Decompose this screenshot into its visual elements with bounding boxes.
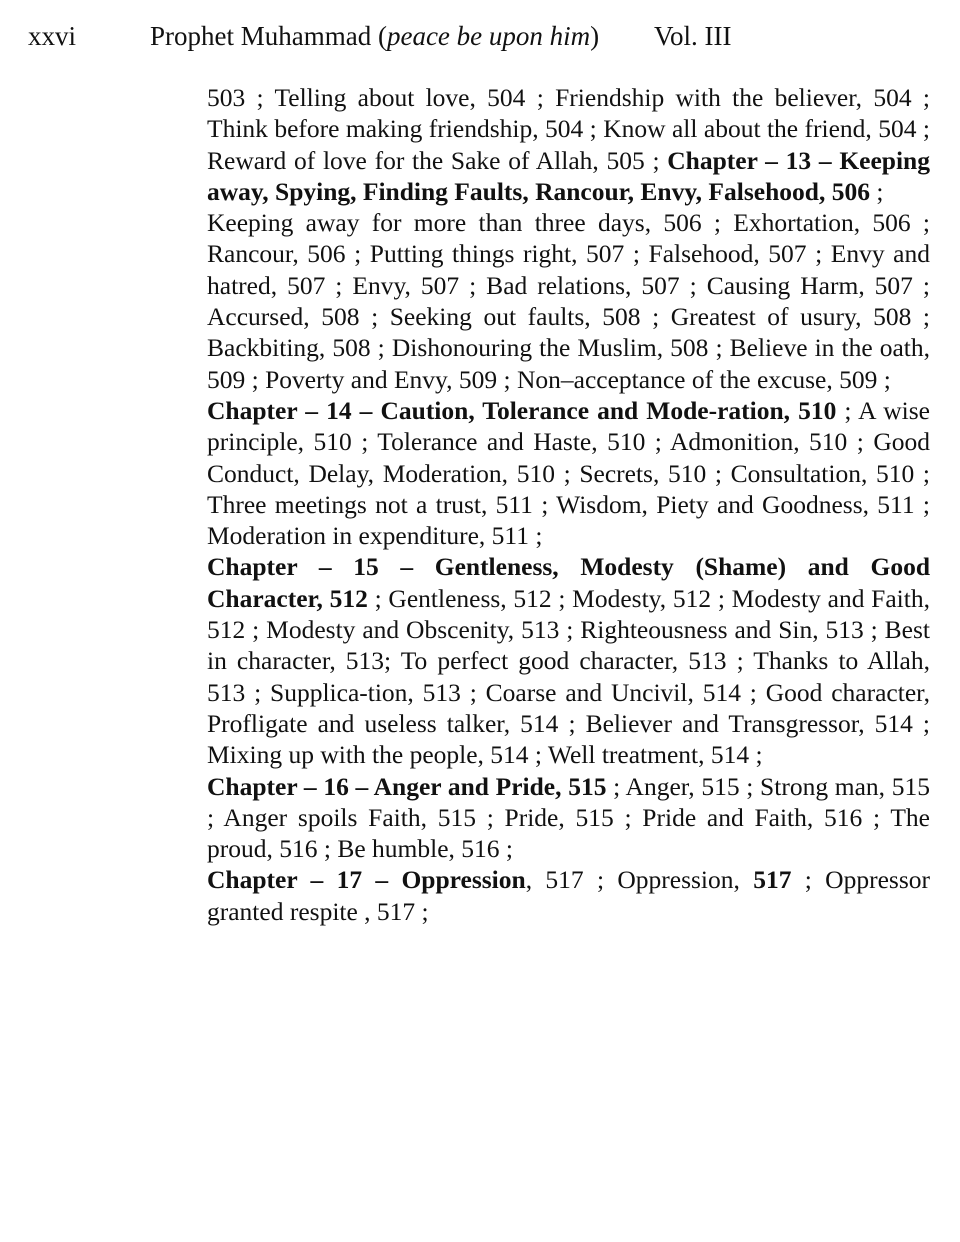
index-content bbox=[207, 82, 930, 927]
chapter-heading: Chapter – 13 – Keeping away, Spying, Finding Faults, Rancour, Envy, Falsehood, 506 bbox=[207, 145, 930, 206]
index-entry-text: ; bbox=[869, 176, 884, 206]
chapter-heading: 517 bbox=[753, 865, 792, 895]
index-paragraph bbox=[207, 395, 930, 551]
index-paragraph bbox=[207, 82, 930, 207]
index-entry-text: , 517 ; Oppression, bbox=[525, 865, 754, 895]
index-entry-text: ; A wise principle, 510 ; Tolerance and Haste, 510 ; Admonition, 510 ; Good Conduct, Delay, Moderation, 510 ; Secrets, 510 ; Consultation, 510 ; Three meetings not a trust, 511 ; Wisdom, Piety and Goodness, 511 ; Moderation in expenditure, 511 ; bbox=[207, 395, 930, 551]
chapter-heading: Chapter – 14 – Caution, Tolerance and Mode-ration, 510 bbox=[207, 395, 837, 425]
book-title-main: Prophet Muhammad ( bbox=[150, 21, 387, 51]
book-title-italic: peace be upon him bbox=[386, 21, 591, 51]
chapter-heading: Chapter – 15 – Gentleness, Modesty (Shame) and Good Character, 512 bbox=[207, 552, 930, 613]
page-number: xxvi bbox=[28, 21, 77, 51]
index-entry-text: Keeping away for more than three days, 506 ; Exhortation, 506 ; Rancour, 506 ; Putting things right, 507 ; Falsehood, 507 ; Envy and hatred, 507 ; Envy, 507 ; Bad relations, 507 ; Causing Harm, 507 ; Accursed, 508 ; Seeking out faults, 508 ; Greatest of usury, 508 ; Backbiting, 508 ; Dishonouring the Muslim, 508 ; Believe in the oath, 509 ; Poverty and Envy, 509 ; Non–acceptance of the excuse, 509 ; bbox=[207, 208, 930, 394]
index-paragraph bbox=[207, 771, 930, 865]
index-paragraph bbox=[207, 864, 930, 927]
index-entry-text: ; Anger, 515 ; Strong man, 515 ; Anger spoils Faith, 515 ; Pride, 515 ; Pride and Faith, 516 ; The proud, 516 ; Be humble, 516 ; bbox=[207, 771, 930, 864]
index-paragraph bbox=[207, 551, 930, 770]
index-entry-text: ; Oppressor granted respite , 517 ; bbox=[207, 865, 930, 926]
book-title bbox=[150, 16, 599, 56]
index-entry-text: 503 ; Telling about love, 504 ; Friendship with the believer, 504 ; Think before making friendship, 504 ; Know all about the friend, 504 ; Reward of love for the Sake of Allah, 505 ; bbox=[207, 83, 930, 175]
page-header bbox=[0, 16, 960, 56]
index-entry-text: ; Gentleness, 512 ; Modesty, 512 ; Modesty and Faith, 512 ; Modesty and Obscenity, 513 ; Righteousness and Sin, 513 ; Best in character, 513; To perfect good character, 513 ; Thanks to Allah, 513 ; Supplica-tion, 513 ; Coarse and Uncivil, 514 ; Good character, Profligate and useless talker, 514 ; Believer and Transgressor, 514 ; Mixing up with the people, 514 ; Well treatment, 514 ; bbox=[207, 583, 930, 770]
chapter-heading: Chapter – 17 – Oppression bbox=[207, 865, 526, 895]
volume-label: Vol. III bbox=[654, 21, 732, 51]
book-title-close: ) bbox=[590, 21, 600, 51]
chapter-heading: Chapter – 16 – Anger and Pride, 515 bbox=[207, 771, 607, 801]
index-paragraph bbox=[207, 207, 930, 395]
